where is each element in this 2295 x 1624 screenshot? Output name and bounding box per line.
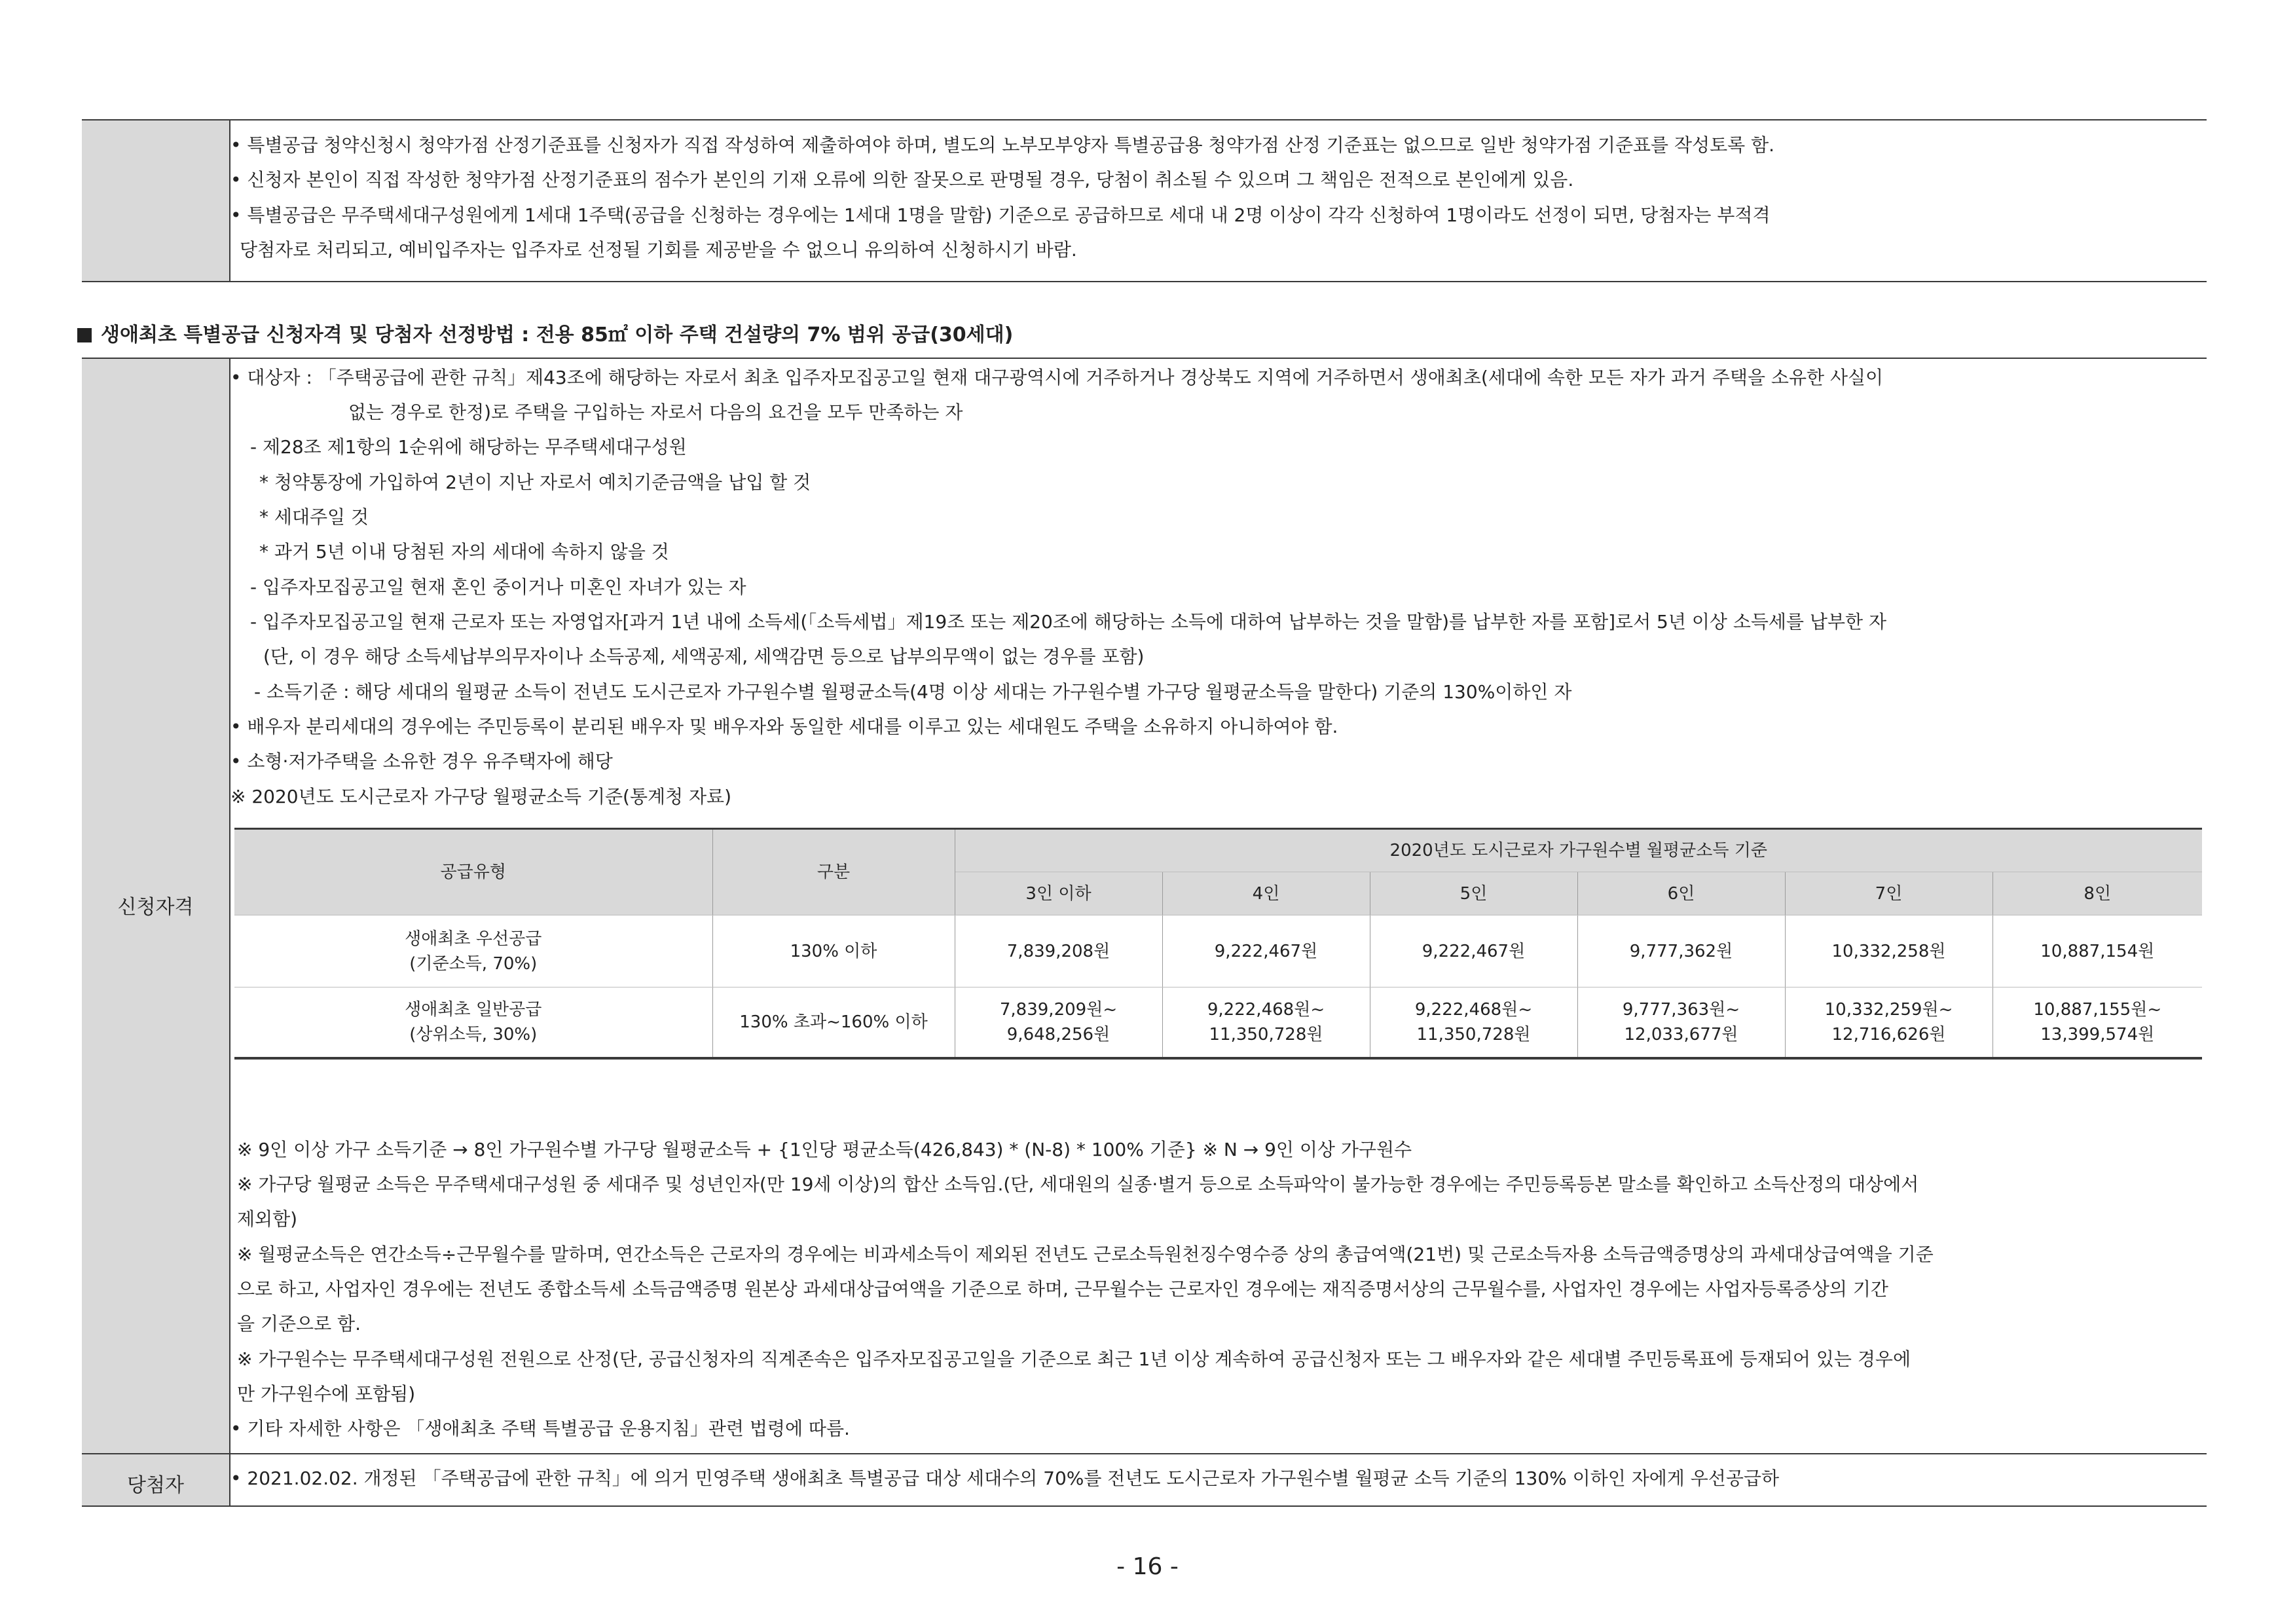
note-line: 으로 하고, 사업자인 경우에는 전년도 종합소득세 소득금액증명 원본상 과세대상급여액을 기준으로 하며, 근무월수는 근로자인 경우에는 재직증명서상의 근무월수를, 사업자인 경우에는 사업자등록증상의 기간 — [237, 1278, 1888, 1300]
eligibility-label: 신청자격 — [117, 896, 194, 919]
header-household-size: 4인 — [1162, 872, 1370, 915]
eligibility-line: • 소형·저가주택을 소유한 경우 유주택자에 해당 — [230, 750, 613, 772]
header-household-size: 8인 — [1992, 872, 2202, 915]
section-title-text: 생애최초 특별공급 신청자격 및 당첨자 선정방법 : 전용 85㎡ 이하 주택 건설량의 7% 범위 공급(30세대) — [101, 323, 1014, 346]
eligibility-line: - 제28조 제1항의 1순위에 해당하는 무주택세대구성원 — [250, 436, 687, 458]
income-value: 9,222,467원 — [1214, 941, 1318, 961]
income-value: 9,777,362원 — [1629, 941, 1733, 961]
income-range-min: 9,222,468원~ — [1207, 999, 1325, 1020]
income-cell — [1785, 987, 1992, 1058]
header-division: 구분 — [712, 829, 955, 915]
header-household-size: 5인 — [1370, 872, 1577, 915]
income-cell — [955, 987, 1162, 1058]
supply-type-basis: (상위소득, 30%) — [409, 1024, 538, 1044]
top-box-line: • 특별공급은 무주택세대구성원에게 1세대 1주택(공급을 신청하는 경우에는 1세대 1명을 말함) 기준으로 공급하므로 세대 내 2명 이상이 각각 신청하여 1명이라도 선정이 되면, 당첨자는 부적격 — [230, 204, 1771, 226]
income-range-min: 9,777,363원~ — [1622, 999, 1740, 1020]
top-box-line: 당첨자로 처리되고, 예비입주자는 입주자로 선정될 기회를 제공받을 수 없으니 유의하여 신청하시기 바람. — [240, 239, 1077, 261]
income-cell — [1785, 915, 1992, 987]
income-cell — [1992, 987, 2202, 1058]
eligibility-line: • 배우자 분리세대의 경우에는 주민등록이 분리된 배우자 및 배우자와 동일한 세대를 이루고 있는 세대원도 주택을 소유하지 아니하여야 함. — [230, 716, 1338, 737]
income-cell — [1370, 987, 1577, 1058]
income-range-min: 7,839,209원~ — [999, 999, 1118, 1020]
income-table — [234, 828, 2202, 1060]
note-line: 을 기준으로 함. — [237, 1313, 361, 1335]
eligibility-line: * 과거 5년 이내 당첨된 자의 세대에 속하지 않을 것 — [259, 541, 669, 563]
income-cell — [955, 915, 1162, 987]
page-number: - 16 - — [1116, 1553, 1179, 1580]
supply-type-cell — [234, 915, 712, 987]
header-household-size: 7인 — [1785, 872, 1992, 915]
income-range-min: 10,887,155원~ — [2033, 999, 2162, 1020]
eligibility-line: • 대상자 : 「주택공급에 관한 규칙」제43조에 해당하는 자로서 최초 입주자모집공고일 현재 대구광역시에 거주하거나 경상북도 지역에 거주하면서 생애최초(세대에 속한 모든 자가 과거 주택을 소유한 사실이 — [230, 367, 1884, 388]
winner-line: • 2021.02.02. 개정된 「주택공급에 관한 규칙」에 의거 민영주택 생애최초 특별공급 대상 세대수의 70%를 전년도 도시근로자 가구원수별 월평균 소득 기준의 130% 이하인 자에게 우선공급하 — [230, 1467, 1779, 1489]
division-cell: 130% 초과~160% 이하 — [712, 987, 955, 1058]
square-bullet-icon — [77, 328, 92, 342]
eligibility-line: (단, 이 경우 해당 소득세납부의무자이나 소득공제, 세액공제, 세액감면 등으로 납부의무액이 없는 경우를 포함) — [263, 646, 1145, 667]
winner-label: 당첨자 — [127, 1474, 184, 1497]
top-box-line: • 신청자 본인이 직접 작성한 청약가점 산정기준표의 점수가 본인의 기재 오류에 의한 잘못으로 판명될 경우, 당첨이 취소될 수 있으며 그 책임은 전적으로 본인에게 있음. — [230, 169, 1574, 191]
supply-type-basis: (기준소득, 70%) — [409, 953, 538, 974]
supply-type-name: 생애최초 일반공급 — [405, 999, 542, 1020]
income-value: 10,332,258원 — [1831, 941, 1946, 961]
note-line: ※ 가구원수는 무주택세대구성원 전원으로 산정(단, 공급신청자의 직계존속은 입주자모집공고일을 기준으로 최근 1년 이상 계속하여 공급신청자 또는 그 배우자와 같은 세대별 주민등록표에 등재되어 있는 경우에 — [237, 1348, 1911, 1370]
main-box-border-top — [82, 358, 2207, 359]
note-line: ※ 9인 이상 가구 소득기준 → 8인 가구원수별 가구당 월평균소득 + {1인당 평균소득(426,843) * (N-8) * 100% 기준} ※ N → 9인 이상 가구원수 — [237, 1139, 1412, 1160]
top-box-label-cell — [82, 120, 229, 282]
eligibility-line: * 청약통장에 가입하여 2년이 지난 자로서 예치기준금액을 납입 할 것 — [259, 471, 811, 493]
table-row — [234, 987, 2202, 1058]
income-range-max: 11,350,728원 — [1416, 1024, 1531, 1044]
section-title — [77, 318, 1013, 347]
income-cell — [1577, 915, 1785, 987]
income-value: 7,839,208원 — [1006, 941, 1111, 961]
eligibility-line: ※ 2020년도 도시근로자 가구당 월평균소득 기준(통계청 자료) — [230, 786, 732, 807]
eligibility-line: 없는 경우로 한정)로 주택을 구입하는 자로서 다음의 요건을 모두 만족하는 자 — [348, 401, 963, 423]
income-range-max: 13,399,574원 — [2040, 1024, 2155, 1044]
income-cell — [1162, 987, 1370, 1058]
header-household-size: 3인 이하 — [955, 872, 1162, 915]
supply-type-cell — [234, 987, 712, 1058]
eligibility-line: - 소득기준 : 해당 세대의 월평균 소득이 전년도 도시근로자 가구원수별 월평균소득(4명 이상 세대는 가구원수별 가구당 월평균소득을 말한다) 기준의 130%이하인 자 — [254, 681, 1572, 703]
income-range-min: 10,332,259원~ — [1824, 999, 1953, 1020]
note-line: 만 가구원수에 포함됨) — [237, 1383, 416, 1405]
income-range-max: 12,033,677원 — [1624, 1024, 1738, 1044]
top-box-border-top — [82, 119, 2207, 120]
header-supply-type: 공급유형 — [234, 829, 712, 915]
top-box-border-bottom — [82, 281, 2207, 282]
eligibility-line: * 세대주일 것 — [259, 506, 369, 528]
income-cell — [1162, 915, 1370, 987]
top-box-line: • 특별공급 청약신청시 청약가점 산정기준표를 신청자가 직접 작성하여 제출하여야 하며, 별도의 노부모부양자 특별공급용 청약가점 산정 기준표는 없으므로 일반 청약가점 기준표를 작성토록 함. — [230, 134, 1775, 156]
division-cell: 130% 이하 — [712, 915, 955, 987]
income-range-max: 9,648,256원 — [1006, 1024, 1111, 1044]
income-range-max: 11,350,728원 — [1209, 1024, 1323, 1044]
note-line: 제외함) — [237, 1208, 298, 1230]
eligibility-line: - 입주자모집공고일 현재 혼인 중이거나 미혼인 자녀가 있는 자 — [250, 576, 746, 598]
supply-type-name: 생애최초 우선공급 — [405, 929, 542, 949]
income-cell — [1577, 987, 1785, 1058]
main-box-divider — [229, 358, 230, 1507]
table-row — [234, 915, 2202, 987]
income-cell — [1992, 915, 2202, 987]
main-box-border-bottom — [82, 1505, 2207, 1507]
header-income-group: 2020년도 도시근로자 가구원수별 월평균소득 기준 — [955, 829, 2202, 872]
eligibility-line: - 입주자모집공고일 현재 근로자 또는 자영업자[과거 1년 내에 소득세(「소득세법」제19조 또는 제20조에 해당하는 소득에 대하여 납부하는 것을 말함)를 납부한 자를 포함]로서 5년 이상 소득세를 납부한 자 — [250, 611, 1886, 633]
income-value: 9,222,467원 — [1422, 941, 1526, 961]
note-line: • 기타 자세한 사항은 「생애최초 주택 특별공급 운용지침」관련 법령에 따름. — [230, 1418, 850, 1439]
header-household-size: 6인 — [1577, 872, 1785, 915]
income-range-max: 12,716,626원 — [1831, 1024, 1946, 1044]
note-line: ※ 월평균소득은 연간소득÷근무월수를 말하며, 연간소득은 근로자의 경우에는 비과세소득이 제외된 전년도 근로소득원천징수영수증 상의 총급여액(21번) 및 근로소득자용 소득금액증명상의 과세대상급여액을 기준 — [237, 1244, 1934, 1265]
income-range-min: 9,222,468원~ — [1414, 999, 1533, 1020]
main-box-row-divider — [82, 1453, 2207, 1454]
note-line: ※ 가구당 월평균 소득은 무주택세대구성원 중 세대주 및 성년인자(만 19세 이상)의 합산 소득임.(단, 세대원의 실종·별거 등으로 소득파악이 불가능한 경우에는 주민등록등본 말소를 확인하고 소득산정의 대상에서 — [237, 1173, 1919, 1195]
income-value: 10,887,154원 — [2040, 941, 2155, 961]
income-cell — [1370, 915, 1577, 987]
